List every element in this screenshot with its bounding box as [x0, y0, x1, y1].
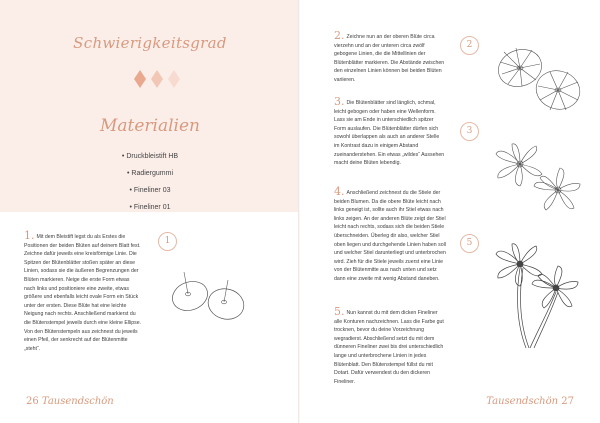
step-4-text: 4. Anschließend zeichnest du die Stiele der beiden Blumen. Da die obere Blüte leicht nach links geneigt ist, sollte auch ihr Stiel etwas nach links zeigen. An der anderen Blüte zeigt der Stiel leicht nach rechts, sodass sich die beiden Stiele überschneiden. Überleg dir also, welcher Stiel oben liegen und durchgehende Linien haben soll und welcher Stiel darunterliegt und unterbrochen wird. Zieh für die Stiele jeweils zuerst eine Linie von der Blütenmitte aus nach unten und setz dann eine zweite mit wenig Abstand daneben. — [334, 185, 446, 282]
step-5-sketch — [486, 232, 590, 352]
difficulty-rating — [134, 70, 180, 88]
step-5-text: 5. Nun kannst du mit dem dicken Fineliner alle Konturen nachzeichnen. Lass die Farbe gut trocknen, bevor du deine Vorzeichnung wegradierst. Abschließend setzt du mit dem dünneren Fineliner zwei bis drei unterschiedlich lange und unterbrochene Linien in jedes Blütenblatt. Den Blütenstempel füllst du mit Dotart. Dafür verwendest du den dickeren Fineliner. — [334, 305, 444, 385]
right-page — [300, 0, 600, 423]
step-3-circle: 3 — [460, 122, 479, 141]
right-folio: Tausendschön 27 — [486, 396, 574, 407]
step-1-sketch — [160, 262, 260, 342]
step-3-text: 3. Die Blütenblätter sind länglich, schmal, leicht gebogen oder haben eine Wellenform. Lass sie am Ende in unterschiedlich spitzer Form auslaufen. Die Blütenblätter dürfen sich sowohl überlappen als auch an anderer Stelle im Kontrast dazu in einigem Abstand zueinanderstehen. Ein etwas „wildes“ Aussehen macht deine Blüten lebendig. — [334, 95, 445, 167]
materials-item: • Fineliner 03 — [129, 187, 171, 194]
step-2-text: 2. Zeichne nun an der oberen Blüte circa vierzehn und an der unteren circa zwölf gebogene Linien, die die Mittellinien der Blütenblätter markieren. Die Abstände zwischen den einzelnen Linien können bei beiden Blüten variieren. — [334, 29, 445, 83]
materials-list — [0, 148, 300, 216]
step-2-circle: 2 — [460, 36, 479, 55]
step-5-circle: 5 — [460, 234, 479, 253]
materials-item: • Druckbleistift HB — [121, 153, 179, 160]
difficulty-diamond-2 — [151, 70, 163, 88]
step-3-sketch — [486, 130, 590, 226]
step-1-circle: 1 — [158, 232, 177, 251]
difficulty-diamond-1 — [134, 70, 146, 88]
materials-title: Materialien — [99, 116, 201, 136]
difficulty-title: Schwierigkeitsgrad — [73, 34, 227, 52]
step-1-text: 1. Mit dem Bleistift legst du als Erstes die Positionen der beiden Blüten auf deinem Blatt fest. Zeichne dafür jeweils eine kreisförmige Linie. Die Spitzen der Blütenblätter stoßen später an diese Linien, sodass sie die äußeren Begrenzungen der Blüten markieren. Neige die erste Form etwas nach links und positioniere eine zweite, etwas größere und ebenfalls leicht ovale Form ein Stück unter der ersten. Diese Blüte hat eine leichte Neigung nach rechts. Anschließend markierst du die Blütenstempel jeweils durch eine kleine Ellipse. Von den Blütenstempeln aus zeichnest du jeweils einen Pfeil, der senkrecht auf der Blütenmitte „steht“. — [24, 229, 142, 352]
difficulty-diamond-3 — [168, 70, 180, 88]
left-folio: 26 Tausendschön — [26, 396, 114, 407]
materials-item: • Fineliner 01 — [129, 204, 171, 211]
step-2-sketch — [486, 34, 590, 126]
materials-item: • Radiergummi — [126, 170, 174, 177]
